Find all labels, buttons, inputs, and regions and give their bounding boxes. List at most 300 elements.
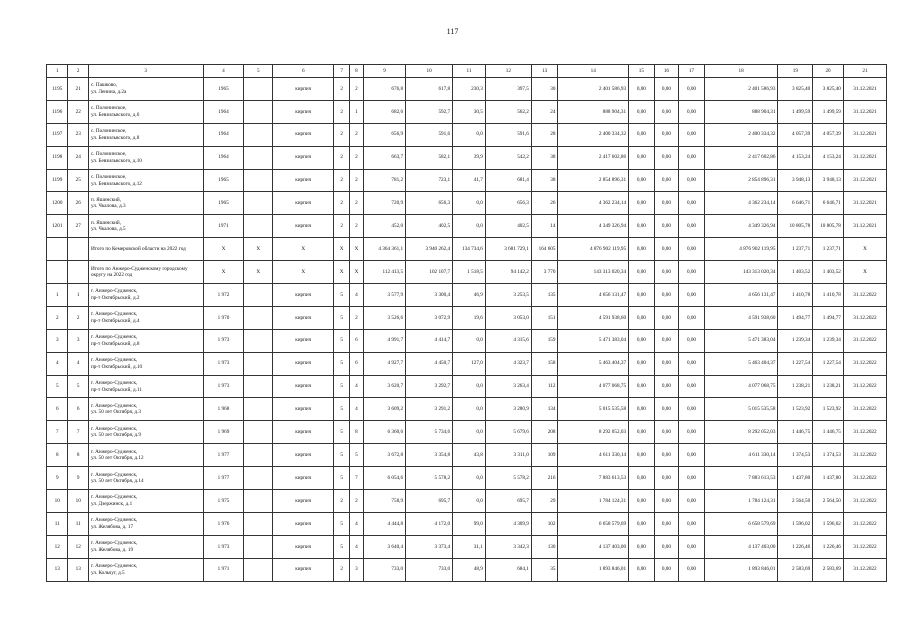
table-cell: г. Анжеро-Судженск, пр-т Октябрьский, д.4 (88, 306, 203, 329)
table-cell: 1 970 (203, 306, 244, 329)
table-cell: 6 658 579,69 (558, 512, 629, 535)
table-cell: 4 057,39 (778, 123, 813, 146)
column-header: 18 (704, 65, 778, 78)
table-cell (244, 169, 273, 192)
table-cell: 1 410,78 (778, 284, 813, 307)
table-cell: 1200 (47, 192, 68, 215)
table-row (47, 375, 887, 398)
table-cell: кирпич (273, 169, 334, 192)
table-cell: 542,2 (485, 146, 531, 169)
table-cell: 22 (68, 100, 88, 123)
table-cell: 1 437,80 (778, 467, 813, 490)
table-cell: 4 611 330,14 (704, 444, 778, 467)
table-cell: 1 976 (203, 512, 244, 535)
table-cell: 4 077 068,75 (558, 375, 629, 398)
table-cell: 1 973 (203, 329, 244, 352)
table-cell: 2 401 586,93 (704, 78, 778, 101)
table-cell: 6 (349, 329, 363, 352)
table-cell: 31.12.2022 (843, 444, 886, 467)
table-cell: 0,00 (679, 490, 705, 513)
table-cell: 0,00 (629, 444, 655, 467)
table-cell: 4 (68, 352, 88, 375)
table-cell: 5 578,2 (406, 467, 453, 490)
table-cell: 31.12.2022 (843, 306, 886, 329)
table-cell: 0,00 (654, 444, 679, 467)
table-cell: 21 (68, 78, 88, 101)
table-cell (244, 215, 273, 238)
table-row (47, 444, 887, 467)
table-cell: с. Полонинское, ул. Бевзильвского, д.12 (88, 169, 203, 192)
table-cell: 2 854 896,31 (704, 169, 778, 192)
table-cell: 11 (68, 512, 88, 535)
table-cell: 9 (68, 467, 88, 490)
table-cell: 0,00 (654, 146, 679, 169)
table-cell: 682,6 (364, 100, 406, 123)
table-cell: кирпич (273, 192, 334, 215)
table-cell: 4 362 234,14 (558, 192, 629, 215)
table-cell: 5 (334, 398, 349, 421)
table-cell: 143 313 020,34 (704, 261, 778, 284)
table-cell: 94 142,2 (485, 261, 531, 284)
table-cell: 216 (531, 467, 558, 490)
table-cell: 591,6 (485, 123, 531, 146)
table-cell: с. Полонинское, ул. Бевзильвского, д.10 (88, 146, 203, 169)
table-cell: 1 437,80 (813, 467, 844, 490)
table-cell: 3 253,5 (485, 284, 531, 307)
table-cell: 582,1 (406, 146, 453, 169)
column-header: 9 (364, 65, 406, 78)
table-cell: 0,00 (654, 306, 679, 329)
table-cell: 1 446,75 (813, 421, 844, 444)
table-cell: 452,0 (364, 215, 406, 238)
table-cell: 758,9 (364, 490, 406, 513)
table-cell: 0,0 (453, 421, 486, 444)
table-cell: 6 646,71 (778, 192, 813, 215)
table-cell: 12 (47, 535, 68, 558)
table-cell: 14 (531, 215, 558, 238)
table-cell: 1 499,59 (813, 100, 844, 123)
table-cell: 6 (349, 352, 363, 375)
table-cell: 1 227,54 (778, 352, 813, 375)
table-cell: 1971 (203, 215, 244, 238)
table-cell: 3 825,40 (813, 78, 844, 101)
table-row (47, 467, 887, 490)
table-cell: 0,00 (654, 558, 679, 581)
column-header: 17 (679, 65, 705, 78)
table-cell: 888 904,31 (704, 100, 778, 123)
table-cell: 0,00 (679, 146, 705, 169)
table-cell: 31.12.2022 (843, 398, 886, 421)
table-cell: 0,00 (629, 238, 655, 261)
table-cell: 4 153,24 (778, 146, 813, 169)
column-header: 7 (334, 65, 349, 78)
table-cell: 1 226,46 (778, 535, 813, 558)
table-cell: 102 107,7 (406, 261, 453, 284)
table-cell: 0,00 (654, 421, 679, 444)
table-cell: 0,00 (629, 284, 655, 307)
table-cell: 1 596,02 (778, 512, 813, 535)
table-cell: 2 (334, 78, 349, 101)
table-cell: 0,00 (629, 169, 655, 192)
table-cell: 1198 (47, 146, 68, 169)
table-cell: 35 (531, 558, 558, 581)
table-cell: г. Анжеро-Судженск, ул. Дзержинск, д.1 (88, 490, 203, 513)
table-cell: 24 (531, 100, 558, 123)
table-cell: 0,00 (654, 215, 679, 238)
table-cell: 31.12.2021 (843, 215, 886, 238)
table-cell: 1 971 (203, 558, 244, 581)
table-cell: 6 054,6 (364, 467, 406, 490)
table-cell: 3 825,40 (778, 78, 813, 101)
table-cell (68, 238, 88, 261)
table-cell: 4 (349, 512, 363, 535)
table-cell: 3 292,7 (406, 375, 453, 398)
table-row (47, 100, 887, 123)
table-cell: 5 015 535,58 (558, 398, 629, 421)
table-cell: 2 (334, 169, 349, 192)
table-cell: 0,00 (654, 78, 679, 101)
table-cell: с. Пашково, ул. Ленина, д.2а (88, 78, 203, 101)
table-cell: 151 (531, 306, 558, 329)
table-cell: 0,00 (629, 78, 655, 101)
table-cell: 5 463 404,37 (558, 352, 629, 375)
table-cell: 2 417 602,86 (558, 146, 629, 169)
table-cell: 3 577,9 (364, 284, 406, 307)
table-cell: 5 578,2 (485, 467, 531, 490)
table-cell: 3 640,4 (364, 535, 406, 558)
table-cell: 1 893 846,01 (704, 558, 778, 581)
table-cell: 10 805,78 (778, 215, 813, 238)
column-header: 8 (349, 65, 363, 78)
table-cell: 5 (334, 421, 349, 444)
table-cell: кирпич (273, 352, 334, 375)
table-cell: 1 (68, 284, 88, 307)
table-cell: 0,00 (654, 100, 679, 123)
table-cell: 25 (68, 169, 88, 192)
table-row (47, 535, 887, 558)
table-cell: 3 053,0 (485, 306, 531, 329)
table-cell: кирпич (273, 100, 334, 123)
table-cell: X (273, 261, 334, 284)
table-cell: Итого по Кемеровской области на 2022 год (88, 238, 203, 261)
table-cell: 0,00 (654, 490, 679, 513)
table-cell: 159 (531, 329, 558, 352)
table-cell: 208 (531, 421, 558, 444)
table-cell: 676,8 (364, 78, 406, 101)
table-cell: 46,9 (453, 284, 486, 307)
table-cell: 0,00 (679, 512, 705, 535)
table-cell: 3 300,4 (406, 284, 453, 307)
column-header: 2 (68, 65, 88, 78)
column-header: 4 (203, 65, 244, 78)
table-cell: 5 (334, 352, 349, 375)
table-cell: 127,0 (453, 352, 486, 375)
table-cell: 402,5 (406, 215, 453, 238)
table-cell: г. Анжеро-Судженск, ул. 50 лет Октября, д.9 (88, 421, 203, 444)
table-cell: 5 (334, 306, 349, 329)
table-cell: 1 784 124,31 (558, 490, 629, 513)
table-cell: г. Анжеро-Судженск, ул. Желябова, д. 19 (88, 535, 203, 558)
table-cell: 1 596,02 (813, 512, 844, 535)
table-cell (47, 261, 68, 284)
table-cell: 4 077 068,75 (704, 375, 778, 398)
table-cell: 4 414,7 (406, 329, 453, 352)
column-header: 6 (273, 65, 334, 78)
table-cell: 2 564,50 (813, 490, 844, 513)
table-cell: 2 (68, 306, 88, 329)
table-cell (244, 284, 273, 307)
table-cell: кирпич (273, 215, 334, 238)
table-cell: 1 (349, 100, 363, 123)
table-cell: 4 656 131,47 (558, 284, 629, 307)
table-cell: 1 237,71 (813, 238, 844, 261)
table-cell: 4 927,7 (364, 352, 406, 375)
table-cell: г. Анжеро-Судженск, пр-т Октябрьский, д.8 (88, 329, 203, 352)
table-cell: 0,00 (654, 123, 679, 146)
table-cell: 591,6 (406, 123, 453, 146)
table-cell: 39,9 (453, 146, 486, 169)
table-cell: X (843, 261, 886, 284)
table-cell: 5 (68, 375, 88, 398)
table-cell: 0,00 (654, 375, 679, 398)
table-cell: 0,0 (453, 490, 486, 513)
table-cell: кирпич (273, 123, 334, 146)
table-cell: 2 (334, 490, 349, 513)
table-cell: 0,0 (453, 215, 486, 238)
table-cell: 4 (47, 352, 68, 375)
table-cell (244, 375, 273, 398)
table-cell: 109 (531, 444, 558, 467)
table-cell: 48,9 (453, 558, 486, 581)
table-cell: 4 323,7 (485, 352, 531, 375)
table-cell: 31.12.2021 (843, 78, 886, 101)
table-cell: 6 646,71 (813, 192, 844, 215)
table-cell: 5 734,6 (406, 421, 453, 444)
table-cell: 4 656 131,47 (704, 284, 778, 307)
table-cell: 695,7 (406, 490, 453, 513)
table-cell: 3 354,8 (406, 444, 453, 467)
table-cell: 1 973 (203, 375, 244, 398)
table-cell: 4 315,6 (485, 329, 531, 352)
table-cell: с. Полонинское, ул. Бевзильвского, д.8 (88, 123, 203, 146)
table-cell: 3 342,3 (485, 535, 531, 558)
table-cell: 0,00 (679, 444, 705, 467)
table-cell: 3 672,8 (364, 444, 406, 467)
table-cell: 158 (531, 352, 558, 375)
table-cell: 31.12.2022 (843, 375, 886, 398)
column-header: 12 (485, 65, 531, 78)
table-cell: 0,00 (629, 261, 655, 284)
table-cell: 5 (334, 535, 349, 558)
table-cell: 1197 (47, 123, 68, 146)
table-cell: 8 (68, 444, 88, 467)
table-cell: 4 349 326,94 (558, 215, 629, 238)
table-cell: 38 (531, 169, 558, 192)
table-cell: 4 876 902 119,95 (558, 238, 629, 261)
column-header: 16 (654, 65, 679, 78)
table-cell: 30,5 (453, 100, 486, 123)
table-cell: кирпич (273, 421, 334, 444)
table-cell: 4 153,24 (813, 146, 844, 169)
table-cell: 10 (47, 490, 68, 513)
table-cell: кирпич (273, 444, 334, 467)
table-cell: 0,00 (679, 215, 705, 238)
table-cell: 143 313 020,34 (558, 261, 629, 284)
table-cell: 0,00 (629, 329, 655, 352)
table-cell: 656,9 (364, 123, 406, 146)
table-cell: 720,9 (364, 192, 406, 215)
table-cell: кирпич (273, 146, 334, 169)
table-cell: 0,00 (679, 352, 705, 375)
table-cell (244, 192, 273, 215)
table-cell (244, 398, 273, 421)
table-cell: 130 (531, 535, 558, 558)
table-cell: 26 (531, 192, 558, 215)
table-cell: 723,1 (406, 169, 453, 192)
table-cell: 0,00 (629, 192, 655, 215)
table-cell: 781,2 (364, 169, 406, 192)
table-cell: 26 (68, 192, 88, 215)
table-cell: 5 (334, 467, 349, 490)
table-cell (244, 352, 273, 375)
table-cell (47, 238, 68, 261)
table-cell: 6 (47, 398, 68, 421)
table-cell: г. Анжеро-Судженск, ул. 50 лет Октября, д.14 (88, 467, 203, 490)
table-cell: 0,00 (654, 192, 679, 215)
table-cell: 6 360,6 (364, 421, 406, 444)
table-cell: 2 400 334,32 (558, 123, 629, 146)
table-cell: 2 401 586,93 (558, 78, 629, 101)
table-cell: 4 362 234,14 (704, 192, 778, 215)
table-cell: 4 (349, 535, 363, 558)
table-cell: 4 057,39 (813, 123, 844, 146)
table-row (47, 398, 887, 421)
table-cell (244, 467, 273, 490)
table-cell: 0,00 (679, 329, 705, 352)
column-header: 14 (558, 65, 629, 78)
table-cell: 617,8 (406, 78, 453, 101)
table-cell: 1 446,75 (778, 421, 813, 444)
table-cell: X (334, 261, 349, 284)
table-cell: 99,0 (453, 512, 486, 535)
table-cell: 0,00 (679, 421, 705, 444)
table-cell: 4 (349, 375, 363, 398)
table-cell: 1 893 846,01 (558, 558, 629, 581)
table-cell: 5 (334, 375, 349, 398)
table-cell: 681,4 (485, 169, 531, 192)
table-cell: 8 (47, 444, 68, 467)
table-cell: 0,00 (654, 467, 679, 490)
table-cell: 6 (68, 398, 88, 421)
table-cell: кирпич (273, 467, 334, 490)
table-cell: 1 403,52 (813, 261, 844, 284)
table-cell: 0,00 (654, 238, 679, 261)
table-cell: 13 (68, 558, 88, 581)
table-cell: 1964 (203, 100, 244, 123)
table-cell: 1196 (47, 100, 68, 123)
table-cell: 0,00 (629, 352, 655, 375)
column-header: 3 (88, 65, 203, 78)
table-cell: 656,3 (406, 192, 453, 215)
table-cell: кирпич (273, 490, 334, 513)
table-cell: 0,00 (654, 352, 679, 375)
table-cell: 7 883 613,53 (558, 467, 629, 490)
table-cell: 41,7 (453, 169, 486, 192)
table-cell: 5 463 404,37 (704, 352, 778, 375)
table-cell: 4 137 403,00 (558, 535, 629, 558)
table-cell: 0,00 (679, 398, 705, 421)
table-cell: 4 591 938,60 (704, 306, 778, 329)
table-cell: г. Анжеро-Судженск, ул. 50 лет Октября, д.3 (88, 398, 203, 421)
column-header: 15 (629, 65, 655, 78)
table-cell (244, 490, 273, 513)
table-cell: X (349, 261, 363, 284)
housing-registry-table (46, 64, 887, 582)
table-cell: 31.12.2022 (843, 535, 886, 558)
table-cell: 1 374,53 (813, 444, 844, 467)
table-cell: 5 679,6 (485, 421, 531, 444)
table-cell: 0,0 (453, 123, 486, 146)
table-row (47, 306, 887, 329)
table-cell: 562,2 (485, 100, 531, 123)
table-cell: 0,00 (629, 306, 655, 329)
table-cell: 733,0 (364, 558, 406, 581)
table-cell: 4 611 330,14 (558, 444, 629, 467)
table-cell: 31.12.2022 (843, 421, 886, 444)
table-cell: 7 (68, 421, 88, 444)
table-cell: 1964 (203, 123, 244, 146)
table-cell: 134 734,6 (453, 238, 486, 261)
table-cell: 5 (47, 375, 68, 398)
table-cell: 2 (334, 215, 349, 238)
table-cell: 2 (349, 123, 363, 146)
table-cell: 1 227,54 (813, 352, 844, 375)
table-cell: 1 239,34 (813, 329, 844, 352)
table-cell: п. Яшинский, ул. Чкалова, д.5 (88, 215, 203, 238)
table-cell: 31.12.2021 (843, 169, 886, 192)
table-cell: 4 450,7 (406, 352, 453, 375)
table-cell: 2 583,69 (778, 558, 813, 581)
table-cell: 10 (68, 490, 88, 513)
table-cell: 0,00 (679, 467, 705, 490)
table-cell: 0,00 (629, 375, 655, 398)
table-cell: 2 (334, 558, 349, 581)
table-cell: 30 (531, 78, 558, 101)
table-cell (244, 512, 273, 535)
table-cell: 2 854 896,31 (558, 169, 629, 192)
table-cell: 3 072,9 (406, 306, 453, 329)
table-cell: 4 349 326,94 (704, 215, 778, 238)
table-cell: 2 417 602,86 (704, 146, 778, 169)
table-cell: 31.12.2022 (843, 284, 886, 307)
table-cell: 2 (349, 78, 363, 101)
table-cell: X (203, 261, 244, 284)
table-cell: 3 291,2 (406, 398, 453, 421)
table-cell: 3 (68, 329, 88, 352)
table-cell: X (843, 238, 886, 261)
table-cell: 23 (68, 123, 88, 146)
table-cell: 24 (68, 146, 88, 169)
table-cell: 5 (334, 444, 349, 467)
table-cell: 31,1 (453, 535, 486, 558)
table-cell: 8 292 052,03 (558, 421, 629, 444)
table-cell: 3 948,13 (778, 169, 813, 192)
table-row (47, 169, 887, 192)
column-header: 21 (843, 65, 886, 78)
table-cell: 0,00 (629, 558, 655, 581)
table-cell: кирпич (273, 535, 334, 558)
table-cell (244, 146, 273, 169)
